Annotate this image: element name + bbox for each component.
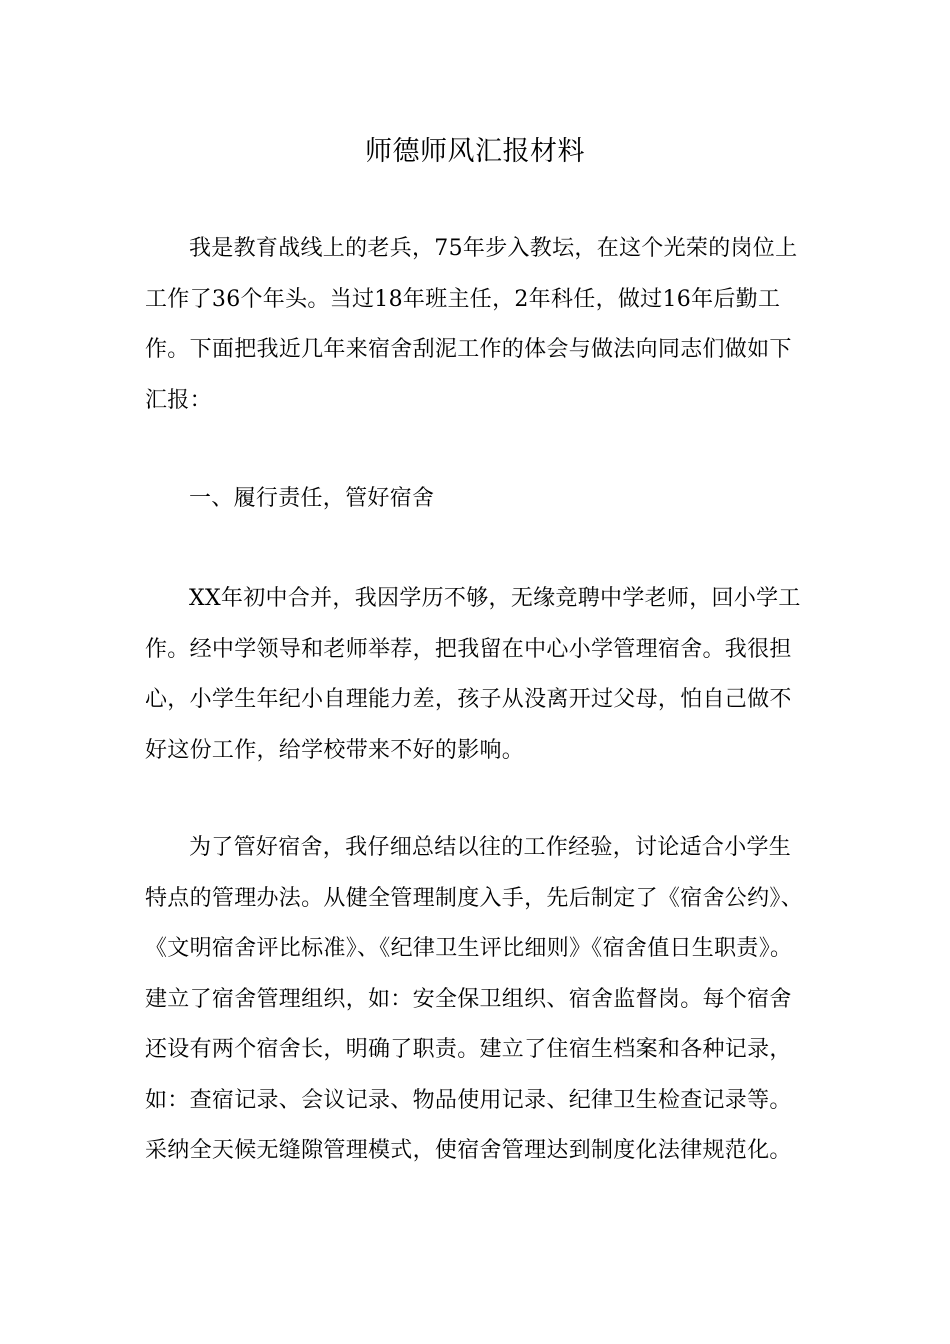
paragraph-intro: 我是教育战线上的老兵，75年步入教坛，在这个光荣的岗位上工作了36个年头。当过18年班主任，2年科任，做过16年后勤工作。下面把我近几年来宿舍刮泥工作的体会与做法向同志们做如下汇报： bbox=[145, 236, 798, 413]
paragraph-2: XX年初中合并，我因学历不够，无缘竞聘中学老师，回小学工作。经中学领导和老师举荐，把我留在中心小学管理宿舍。我很担心，小学生年纪小自理能力差，孩子从没离开过父母，怕自己做不好这份工作，给学校带来不好的影响。 bbox=[145, 586, 801, 763]
section-heading-1: 一、履行责任，管好宿舍 bbox=[189, 486, 435, 511]
paragraph-3: 为了管好宿舍，我仔细总结以往的工作经验，讨论适合小学生特点的管理办法。从健全管理制度入手，先后制定了《宿舍公约》、《文明宿舍评比标准》、《纪律卫生评比细则》《宿舍值日生职责》。建立了宿舍管理组织，如：安全保卫组织、宿舍监督岗。每个宿舍还设有两个宿舍长，明确了职责。建立了住宿生档案和各种记录，如：查宿记录、会议记录、物品使用记录、纪律卫生检查记录等。采纳全天候无缝隙管理模式，使宿舍管理达到制度化法律规范化。 bbox=[145, 835, 804, 1163]
document-title: 师德师风汇报材料 bbox=[365, 136, 585, 167]
